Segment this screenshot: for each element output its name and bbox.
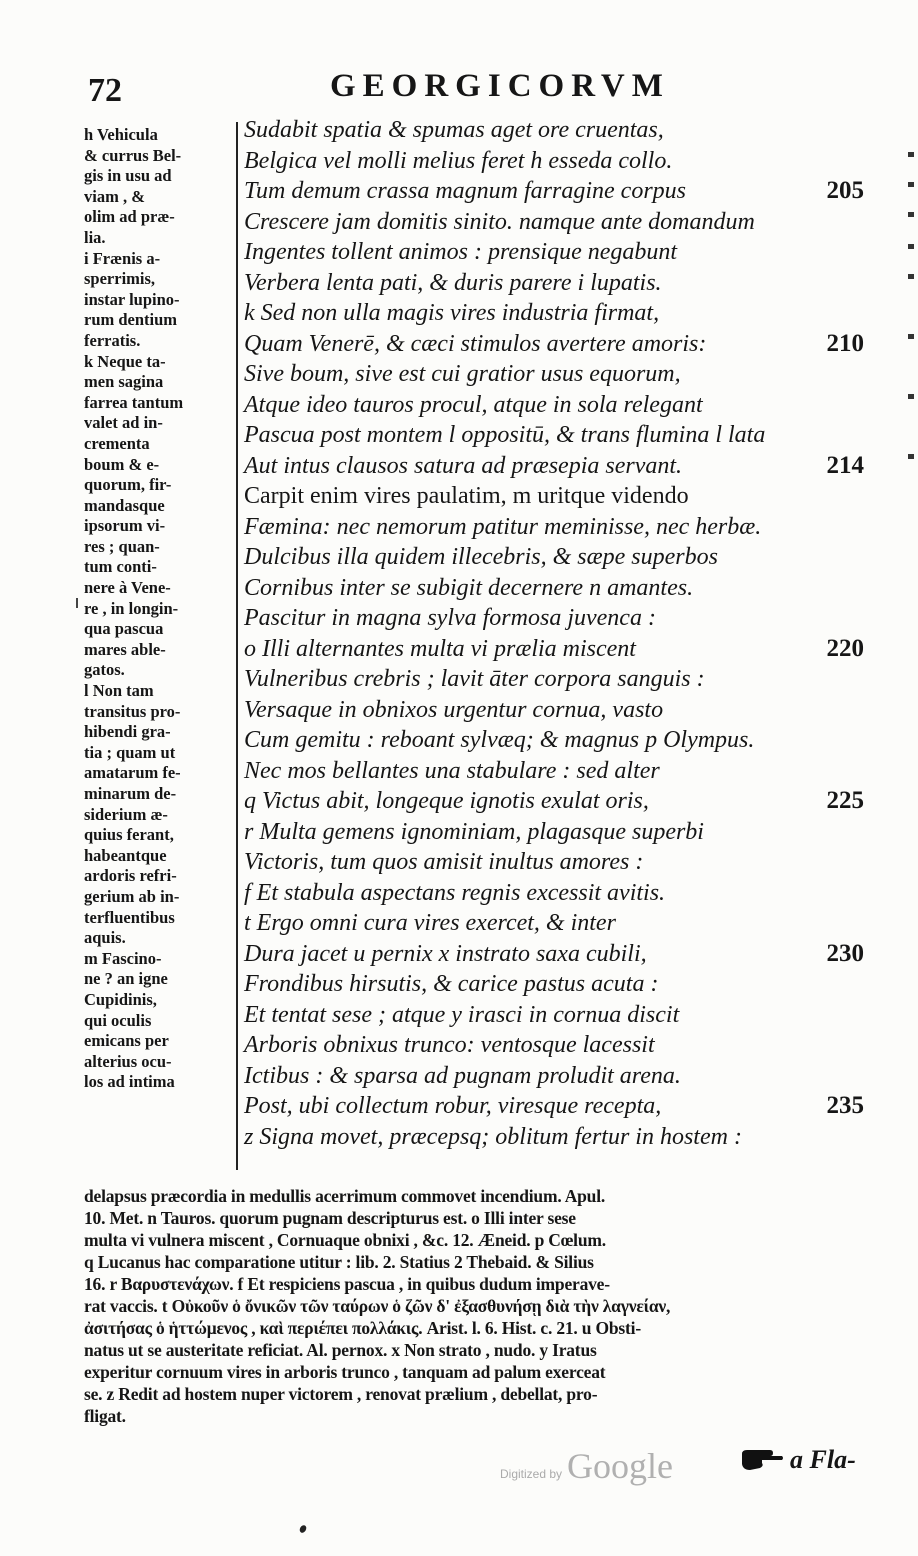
verse-text: Versaque in obnixos urgentur cornua, vasto <box>244 696 664 723</box>
verse-line <box>244 725 864 756</box>
gloss-line: k Neque ta- <box>84 351 166 371</box>
gloss-line: valet ad in- <box>84 413 163 433</box>
bleed-mark <box>908 182 914 187</box>
gloss-line: m Fascino- <box>84 948 162 968</box>
verse-text: Dura jacet u pernix x instrato saxa cubili, <box>244 940 647 967</box>
verse-text: Belgica vel molli melius feret h essedа collo. <box>244 147 673 174</box>
gloss-line: gatos. <box>84 660 125 680</box>
verse-text: Dulcibus illa quidem illecebris, & sæpe superbos <box>244 544 718 570</box>
verse-line-number: 210 <box>826 329 864 357</box>
gloss-line: los ad intima <box>84 1072 175 1092</box>
verse-line <box>244 939 864 970</box>
footnote-line: natus ut se austeritate reficiat. Al. pernox. x Non strato , nudo. y Iratus <box>84 1340 597 1360</box>
verse-line <box>244 1030 864 1061</box>
gloss-line: viam , & <box>84 186 145 206</box>
verse-text: Arboris obnixus trunco: ventosque lacessit <box>244 1032 655 1058</box>
gloss-line: Cupidinis, <box>84 989 157 1009</box>
gloss-line: instar lupino- <box>84 289 180 309</box>
catchword-text: a Fla- <box>790 1445 856 1474</box>
verse-text: Sudabit spatia & spumas aget ore cruentas, <box>244 117 664 143</box>
gloss-line: farrea tantum <box>84 392 184 412</box>
gloss-line: men sagina <box>84 372 164 392</box>
footnote-line: fligat. <box>84 1406 126 1426</box>
verse-line <box>244 359 864 390</box>
verse-line <box>244 451 864 482</box>
gloss-line: hibendi gra- <box>84 722 171 742</box>
gloss-line: qua pascua <box>84 619 164 639</box>
verse-line <box>244 634 864 665</box>
verse-text: Cum gemitu : reboant sylvæq; & magnus p Olympus. <box>244 727 755 753</box>
verse-text: Fæmina: nec nemorum patitur meminisse, nec herbæ. <box>244 513 762 540</box>
verse-line <box>244 420 864 451</box>
gloss-line: minarum de- <box>84 784 177 803</box>
verse-line <box>244 756 864 787</box>
verse-text: z Signa movet, præcepsq; oblitum fertur in hostem : <box>244 1123 742 1150</box>
gloss-line: alterius ocu- <box>84 1051 172 1071</box>
marginal-gloss <box>84 125 236 1093</box>
verse-text: Ictibus : & sparsa ad pugnam proludit arena. <box>244 1062 681 1089</box>
footnote-line: 16. r Βαρυστενάχων. f Et respiciens pascua , in quibus dudum imperave- <box>84 1274 610 1294</box>
gloss-line: h Vehicula <box>84 125 158 144</box>
verse-line <box>244 176 864 207</box>
verse-line <box>244 1000 864 1031</box>
gloss-line: nere à Vene- <box>84 578 171 598</box>
verse-text: o Illi alternantes multa vi prælia miscent <box>244 635 636 662</box>
footnote-line: ἀσιτήσας ὁ ἡττώμενος , καὶ περιέπει πολλάκις. Arist. l. 6. Hist. c. 21. u Obsti- <box>84 1318 641 1338</box>
footnote-line: rat vaccis. t Οὐκοῦν ὁ ὄνικῶν τῶν ταύρων ὁ ζῶν δ' ἐξασθυνήσῃ διὰ τὴν λαγνείαν, <box>84 1296 671 1316</box>
pointing-hand-icon <box>740 1446 784 1474</box>
verse-text: t Ergo omni cura vires exercet, & inter <box>244 910 616 936</box>
gloss-line: siderium æ- <box>84 804 168 824</box>
verse-line <box>244 664 864 695</box>
verse-text: Ingentes tollent animos : prensique negabunt <box>244 239 678 265</box>
gloss-line: crementa <box>84 433 150 453</box>
gloss-line: ardoris refri- <box>84 866 177 886</box>
footnote-line: experitur cornuum vires in arboris trunco , tanquam ad palum exerceat <box>84 1362 606 1382</box>
verse-line <box>244 786 864 817</box>
verse-text: Sive boum, sive est cui gratior usus equorum, <box>244 361 681 387</box>
verse-line <box>244 573 864 604</box>
verse-line-number: 220 <box>826 634 864 662</box>
verse-text: Aut intus clausos satura ad præsepia servant. <box>244 452 683 479</box>
gloss-line: sperrimis, <box>84 269 156 289</box>
gloss-line: lia. <box>84 227 106 247</box>
digitized-by-label: Digitized by <box>500 1467 563 1481</box>
verse-text: Et tentat sese ; atque y irasci in cornua discit <box>244 1001 680 1028</box>
verse-line <box>244 115 864 146</box>
gloss-line: mandasque <box>84 495 165 515</box>
verse-text: Atque ideo tauros procul, atque in sola relegant <box>244 391 703 418</box>
gloss-line: aquis. <box>84 928 126 948</box>
verse-line <box>244 817 864 848</box>
verse-text: Nec mos bellantes una stabulare : sed alter <box>244 757 660 784</box>
gloss-line: olim ad præ- <box>84 207 175 227</box>
gloss-line: ferratis. <box>84 330 141 350</box>
verse-line <box>244 329 864 360</box>
gloss-line: gerium ab in- <box>84 886 180 906</box>
gloss-line: rum dentium <box>84 310 178 330</box>
verse-text: r Multa gemens ignominiam, plagasque superbi <box>244 818 704 845</box>
footnotes <box>84 1185 862 1427</box>
verse-text: f Et stabula aspectans regnis excessit avitis. <box>244 879 666 906</box>
verse-text: Pascua post montem l oppositū, & trans flumina l lata <box>244 422 766 448</box>
verse-line-number: 225 <box>826 787 864 814</box>
footnote-line: delapsus præcordia in medullis acerrimum commovet incendium. Apul. <box>84 1186 606 1206</box>
verse-line <box>244 1122 864 1153</box>
verse-line <box>244 146 864 177</box>
footnote-line: se. z Redit ad hostem nuper victorem , renovat prælium , debellat, pro- <box>84 1384 598 1404</box>
bleed-mark <box>908 394 914 399</box>
verse-text: k Sed non ulla magis vires industria firmat, <box>244 300 660 326</box>
verse-text: Quam Venerē, & cæci stimulos avertere amoris: <box>244 330 707 357</box>
gloss-line: boum & e- <box>84 454 160 474</box>
verse-line <box>244 908 864 939</box>
verse-text: Crescere jam domitis sinito. namque ante domandum <box>244 208 755 235</box>
verse-line <box>244 1061 864 1092</box>
gloss-line: l Non tam <box>84 681 154 701</box>
verse-line <box>244 695 864 726</box>
gloss-line: tia ; quam ut <box>84 742 176 762</box>
footnote-line: multa vi vulnera miscent , Cornuaque obnixi , &c. 12. Æneid. p Cœlum. <box>84 1230 606 1250</box>
bleed-mark <box>908 334 914 339</box>
bleed-mark <box>908 152 914 157</box>
bleed-mark <box>908 244 914 249</box>
verse-text: Verbera lenta pati, & duris parere i lupatis. <box>244 269 662 296</box>
gloss-line: habeantque <box>84 845 167 865</box>
verse-line <box>244 207 864 238</box>
gloss-line: transitus pro- <box>84 701 181 721</box>
gloss-line: terfluentibus <box>84 907 175 927</box>
footnote-line: q Lucanus hac comparatione utitur : lib. 2. Statius 2 Thebaid. & Silius <box>84 1252 594 1272</box>
ink-mark <box>76 598 78 608</box>
verse-line <box>244 390 864 421</box>
bleed-mark <box>908 212 914 217</box>
gloss-line: quorum, fir- <box>84 475 172 495</box>
brand-logo-text: Google <box>567 1446 674 1486</box>
column-rule <box>236 122 238 1170</box>
verse-line-number: 205 <box>826 177 864 204</box>
verse-line-number: 214 <box>826 451 864 479</box>
gloss-line: gis in usu ad <box>84 166 172 186</box>
verse-line <box>244 1091 864 1122</box>
bleed-mark <box>908 274 914 279</box>
gloss-line: re , in longin- <box>84 598 179 618</box>
verse-line <box>244 847 864 878</box>
gloss-line: quius ferant, <box>84 825 174 845</box>
page-number: 72 <box>88 72 122 109</box>
verse-line <box>244 237 864 268</box>
verse-line-number: 235 <box>826 1092 864 1119</box>
running-title: GEORGICORVM <box>330 68 670 104</box>
gloss-line: res ; quan- <box>84 536 160 556</box>
verse-line <box>244 298 864 329</box>
verse-text: Post, ubi collectum robur, viresque recepta, <box>244 1093 662 1119</box>
verse-text: Vulneribus crebris ; lavit āter corpora sanguis : <box>244 666 705 692</box>
gloss-line: & currus Bel- <box>84 145 182 165</box>
digitization-watermark <box>500 1445 673 1487</box>
verse-line <box>244 603 864 634</box>
verse-text: Carpit enim vires paulatim, m uritque videndo <box>244 483 689 509</box>
bleed-mark <box>908 454 914 459</box>
verse-text: Frondibus hirsutis, & carice pastus acuta : <box>244 971 659 997</box>
verse-column <box>244 115 864 1152</box>
verse-line <box>244 878 864 909</box>
gloss-line: ipsorum vi- <box>84 516 166 536</box>
gloss-line: amatarum fe- <box>84 763 181 783</box>
gloss-line: mares able- <box>84 639 166 659</box>
verse-line-number: 230 <box>826 939 864 967</box>
footnote-line: 10. Met. n Tauros. quorum pugnam descripturus est. o Illi inter sese <box>84 1208 576 1228</box>
catchword <box>740 1445 856 1475</box>
verse-line <box>244 542 864 573</box>
verse-text: Pascitur in magna sylva formosa juvenca : <box>244 605 656 631</box>
verse-line <box>244 268 864 299</box>
verse-text: Cornibus inter se subigit decernere n amantes. <box>244 574 694 601</box>
gloss-line: emicans per <box>84 1031 169 1051</box>
verse-line <box>244 481 864 512</box>
verse-line <box>244 512 864 543</box>
gloss-line: tum conti- <box>84 557 157 577</box>
verse-line <box>244 969 864 1000</box>
gloss-line: ne ? an igne <box>84 969 168 989</box>
ink-speck <box>298 1524 307 1534</box>
verse-text: Tum demum crassa magnum farragine corpus <box>244 178 687 204</box>
verse-text: Victoris, tum quos amisit inultus amores : <box>244 849 644 875</box>
gloss-line: qui oculis <box>84 1010 152 1030</box>
gloss-line: i Frænis a- <box>84 248 161 268</box>
verse-text: q Victus abit, longeque ignotis exulat oris, <box>244 788 649 814</box>
